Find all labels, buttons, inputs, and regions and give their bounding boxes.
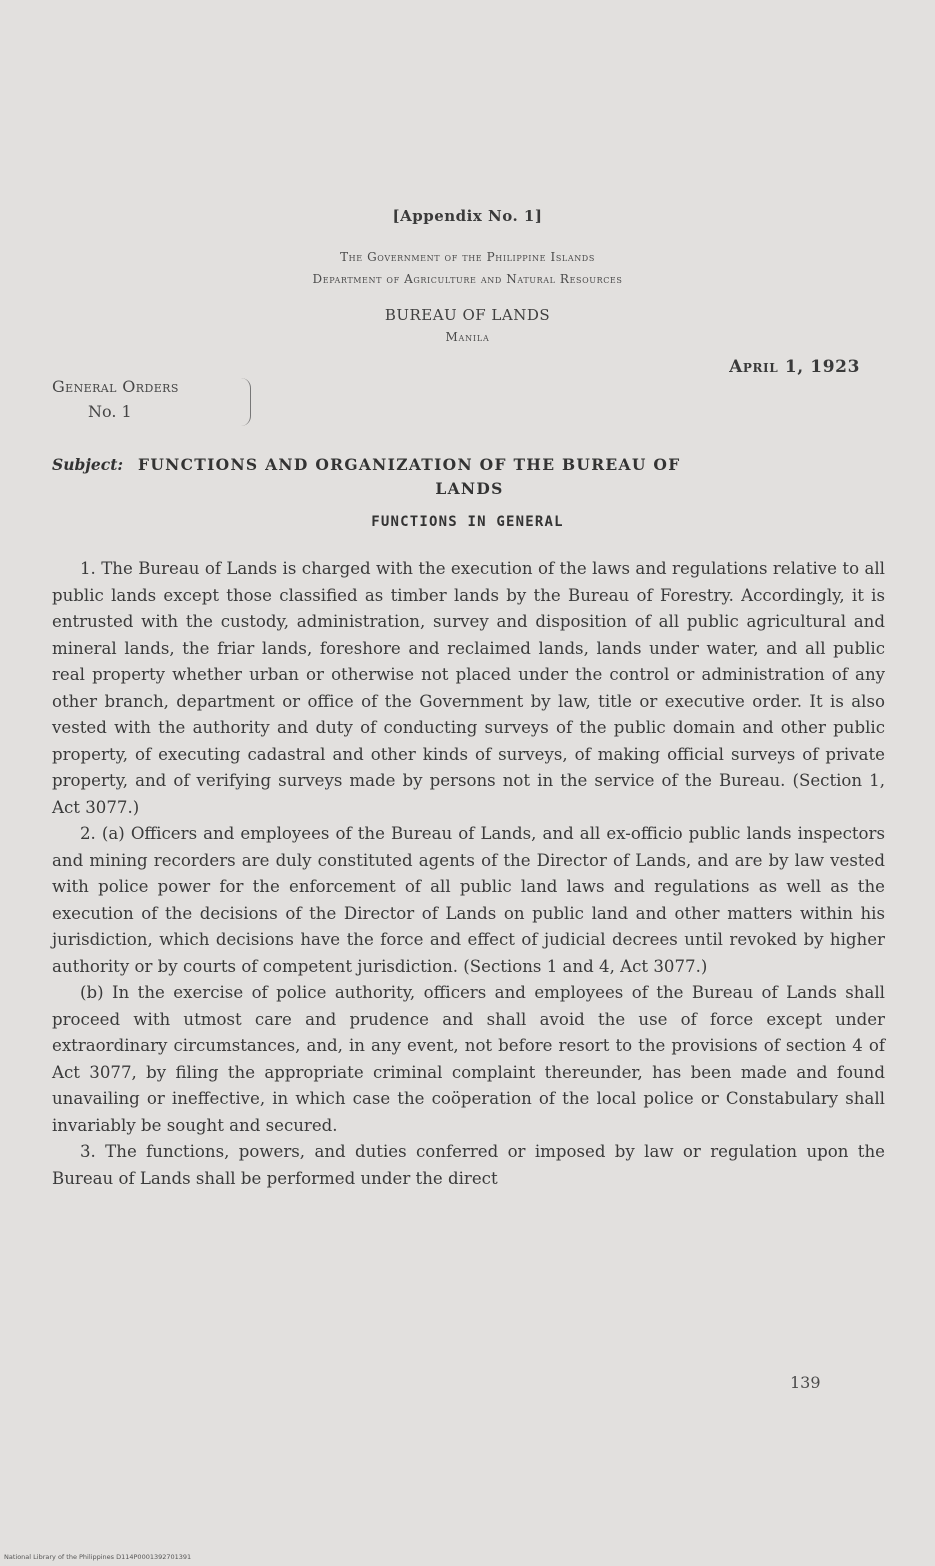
subject-line — [52, 453, 887, 501]
subject-label: Subject: — [52, 455, 124, 474]
appendix-heading: [Appendix No. 1] — [392, 207, 543, 225]
subject-title-continued: LANDS — [435, 479, 504, 498]
general-orders-label: General Orders — [52, 377, 179, 396]
department-line: Department of Agriculture and Natural Resources — [312, 272, 623, 286]
body-text — [52, 556, 885, 1192]
bureau-name: BUREAU OF LANDS — [384, 306, 551, 324]
subject-title: FUNCTIONS AND ORGANIZATION OF THE BUREAU OF — [138, 455, 681, 474]
section-heading: FUNCTIONS IN GENERAL — [371, 514, 564, 530]
page-number: 139 — [790, 1373, 821, 1392]
footer-text: National Library of the Philippines D114P0001392701391 — [4, 1553, 192, 1561]
brace-mark — [236, 378, 251, 426]
paragraph-3: 3. The functions, powers, and duties conferred or imposed by law or regulation upon the Bureau of Lands shall be performed under the direct — [52, 1142, 885, 1188]
order-date: April 1, 1923 — [729, 357, 860, 377]
paragraph-2a: 2. (a) Officers and employees of the Bureau of Lands, and all ex-officio public lands inspectors and mining recorders are duly constituted agents of the Director of Lands, and are by law vested with police power for the enforcement of all public land laws and regulations as well as the execution of the decisions of the Director of Lands on public land and other matters within his jurisdiction, which decisions have the force and effect of judicial decrees until revoked by higher authority or by courts of competent jurisdiction. (Sections 1 and 4, Act 3077.) — [52, 824, 885, 976]
government-line: The Government of the Philippine Islands — [340, 250, 595, 264]
paragraph-1: 1. The Bureau of Lands is charged with the execution of the laws and regulations relative to all public lands except those classified as timber lands by the Bureau of Forestry. Accordingly, it is entrusted with the custody, administration, survey and disposition of all public agricultural and mineral lands, the friar lands, foreshore and reclaimed lands, lands under water, and all public real property whether urban or otherwise not placed under the control or administration of any other branch, department or office of the Government by law, title or executive order. It is also vested with the authority and duty of conducting surveys of the public domain and other public property, of executing cadastral and other kinds of surveys, of making official surveys of private property, and of verifying surveys made by persons not in the service of the Bureau. (Section 1, Act 3077.) — [52, 559, 885, 817]
order-number: No. 1 — [88, 402, 132, 421]
paragraph-2b: (b) In the exercise of police authority, officers and employees of the Bureau of Lands shall proceed with utmost care and prudence and shall avoid the use of force except under extraordinary circumstances, and, in any event, not before resort to the provisions of section 4 of Act 3077, by filing the appropriate criminal complaint thereunder, has been made and found unavailing or ineffective, in which case the coöperation of the local police or Constabulary shall invariably be sought and secured. — [52, 983, 885, 1135]
city-name: Manila — [445, 330, 490, 344]
